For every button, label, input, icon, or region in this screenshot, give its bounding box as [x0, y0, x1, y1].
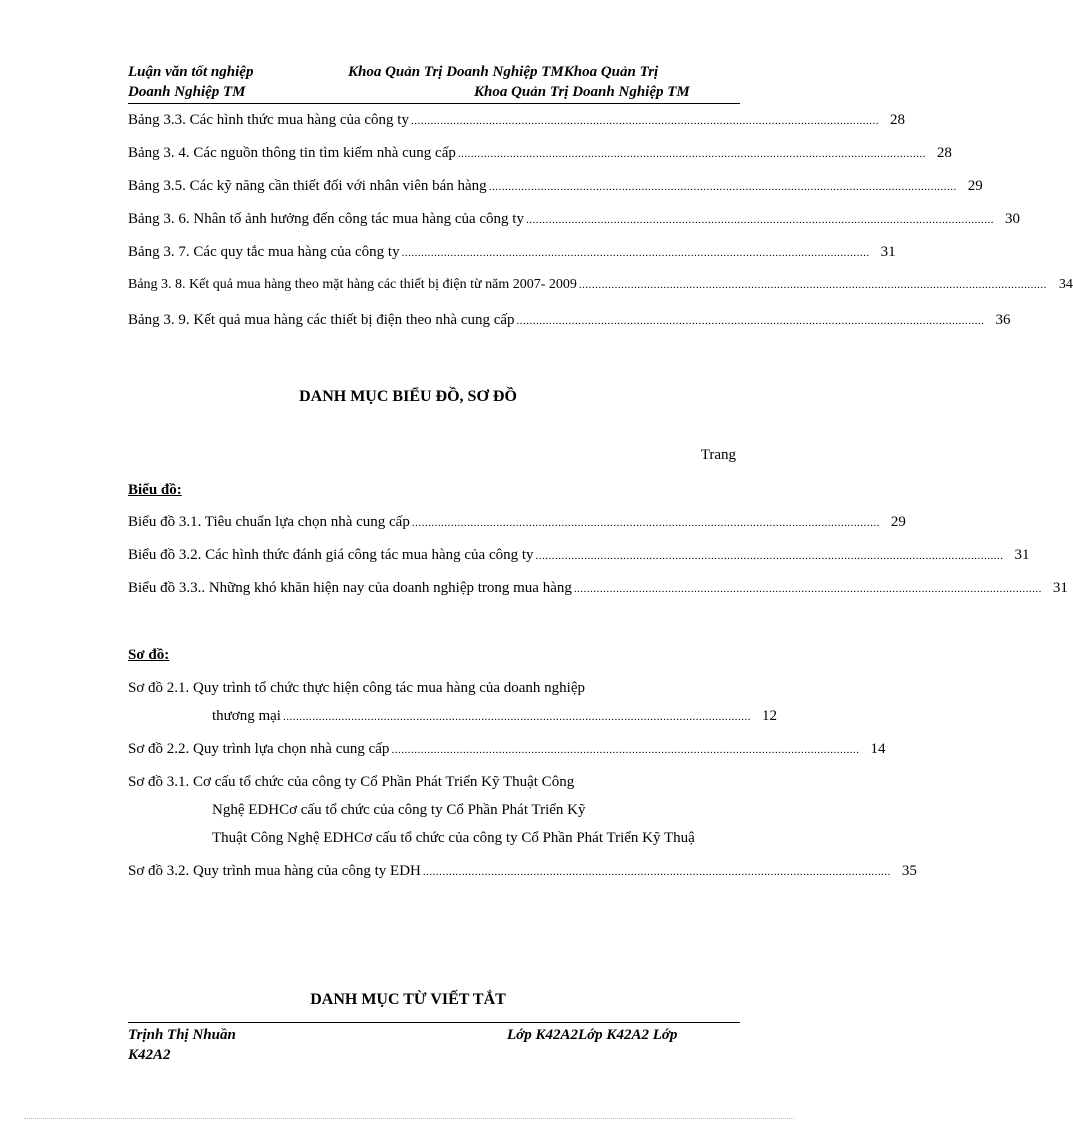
entry-page: 29 [890, 514, 906, 530]
header-right-line2: Khoa Quản Trị Doanh Nghiệp TM [474, 84, 690, 100]
entry-label: Bảng 3. 4. Các nguồn thông tin tìm kiếm nhà cung cấp [128, 145, 456, 161]
header-left-line1: Luận văn tốt nghiệp [128, 64, 254, 80]
entry-label: Bảng 3.3. Các hình thức mua hàng của công ty [128, 112, 409, 128]
entry-label: Bảng 3. 8. Kết quả mua hàng theo mặt hàng các thiết bị điện từ năm 2007- 2009 [128, 277, 577, 292]
leader-dots: ................................................................................................................................................ [525, 214, 994, 226]
entry-label: thương mại [212, 708, 281, 724]
toc-entry-chart[interactable] [128, 545, 1030, 565]
footer-right-line1: Lớp K42A2Lớp K42A2 Lớp [507, 1027, 678, 1043]
toc-entry-chart[interactable] [128, 512, 906, 532]
charts-section-title: DANH MỤC BIỂU ĐỒ, SƠ ĐỒ [299, 388, 517, 405]
toc-entry-diagram[interactable] [212, 706, 777, 726]
toc-entry-table[interactable] [128, 209, 1020, 229]
diagram-3-1-line1[interactable]: Sơ đồ 3.1. Cơ cấu tổ chức của công ty Cổ Phần Phát Triển Kỹ Thuật Công [128, 774, 575, 790]
entry-page: 28 [889, 112, 905, 128]
leader-dots: ................................................................................................................................................ [422, 866, 891, 878]
leader-dots: ................................................................................................................................................ [535, 550, 1004, 562]
entry-page: 31 [1052, 580, 1068, 596]
diagram-2-1-line1[interactable]: Sơ đồ 2.1. Quy trình tổ chức thực hiện công tác mua hàng của doanh nghiệp [128, 680, 586, 696]
entry-label: Bảng 3.5. Các kỹ năng cần thiết đối với nhân viên bán hàng [128, 178, 487, 194]
footer-left-line2: K42A2 [128, 1047, 171, 1063]
entry-page: 34 [1058, 277, 1073, 292]
entry-page: 14 [870, 741, 886, 757]
leader-dots: ................................................................................................................................................ [401, 247, 870, 259]
toc-entry-table[interactable] [128, 143, 952, 163]
footer-left-line1: Trịnh Thị Nhuần [128, 1027, 236, 1043]
entry-page: 31 [1014, 547, 1030, 563]
diagram-3-1-line3: Thuật Công Nghệ EDHCơ cấu tổ chức của công ty Cổ Phần Phát Triển Kỹ Thuậ [212, 830, 695, 846]
leader-dots: ................................................................................................................................................ [578, 279, 1047, 291]
entry-label: Bảng 3. 9. Kết quả mua hàng các thiết bị điện theo nhà cung cấp [128, 312, 515, 328]
leader-dots: ................................................................................................................................................ [411, 517, 880, 529]
diagrams-heading: Sơ đồ: [128, 647, 170, 663]
page-column-label: Trang [700, 447, 736, 463]
charts-heading: Biểu đồ: [128, 482, 182, 498]
entry-label: Sơ đồ 3.2. Quy trình mua hàng của công ty EDH [128, 863, 421, 879]
header-center-line1: Khoa Quản Trị Doanh Nghiệp TMKhoa Quản Trị [348, 64, 659, 80]
entry-page: 28 [936, 145, 952, 161]
header-left-line2: Doanh Nghiệp TM [128, 84, 246, 100]
abbrev-section-title: DANH MỤC TỪ VIẾT TẮT [310, 991, 506, 1008]
entry-page: 30 [1004, 211, 1020, 227]
entry-page: 12 [761, 708, 777, 724]
page-bottom-border [24, 1118, 794, 1119]
entry-page: 36 [995, 312, 1011, 328]
toc-entry-chart[interactable] [128, 578, 1068, 598]
toc-entry-diagram[interactable] [128, 861, 917, 881]
leader-dots: ................................................................................................................................................ [457, 148, 926, 160]
header-rule [128, 103, 740, 104]
toc-entry-table[interactable] [128, 275, 1073, 295]
entry-label: Biểu đồ 3.1. Tiêu chuẩn lựa chọn nhà cung cấp [128, 514, 410, 530]
footer-rule [128, 1022, 740, 1023]
toc-entry-table[interactable] [128, 110, 905, 130]
entry-label: Biểu đồ 3.3.. Những khó khăn hiện nay của doanh nghiệp trong mua hàng [128, 580, 572, 596]
leader-dots: ................................................................................................................................................ [410, 115, 879, 127]
entry-label: Bảng 3. 7. Các quy tắc mua hàng của công ty [128, 244, 400, 260]
toc-entry-table[interactable] [128, 310, 1011, 330]
toc-entry-table[interactable] [128, 176, 983, 196]
toc-entry-table[interactable] [128, 242, 896, 262]
entry-label: Biểu đồ 3.2. Các hình thức đánh giá công tác mua hàng của công ty [128, 547, 534, 563]
entry-page: 35 [901, 863, 917, 879]
leader-dots: ................................................................................................................................................ [573, 583, 1042, 595]
entry-page: 29 [967, 178, 983, 194]
leader-dots: ................................................................................................................................................ [516, 315, 985, 327]
diagram-3-1-line2: Nghệ EDHCơ cấu tổ chức của công ty Cổ Phần Phát Triển Kỹ [212, 802, 586, 818]
entry-label: Sơ đồ 2.2. Quy trình lựa chọn nhà cung cấp [128, 741, 390, 757]
entry-label: Bảng 3. 6. Nhân tố ảnh hưởng đến công tác mua hàng của công ty [128, 211, 524, 227]
leader-dots: ................................................................................................................................................ [488, 181, 957, 193]
leader-dots: ................................................................................................................................................ [391, 744, 860, 756]
leader-dots: ................................................................................................................................................ [282, 711, 751, 723]
toc-entry-diagram[interactable] [128, 739, 886, 759]
entry-page: 31 [880, 244, 896, 260]
